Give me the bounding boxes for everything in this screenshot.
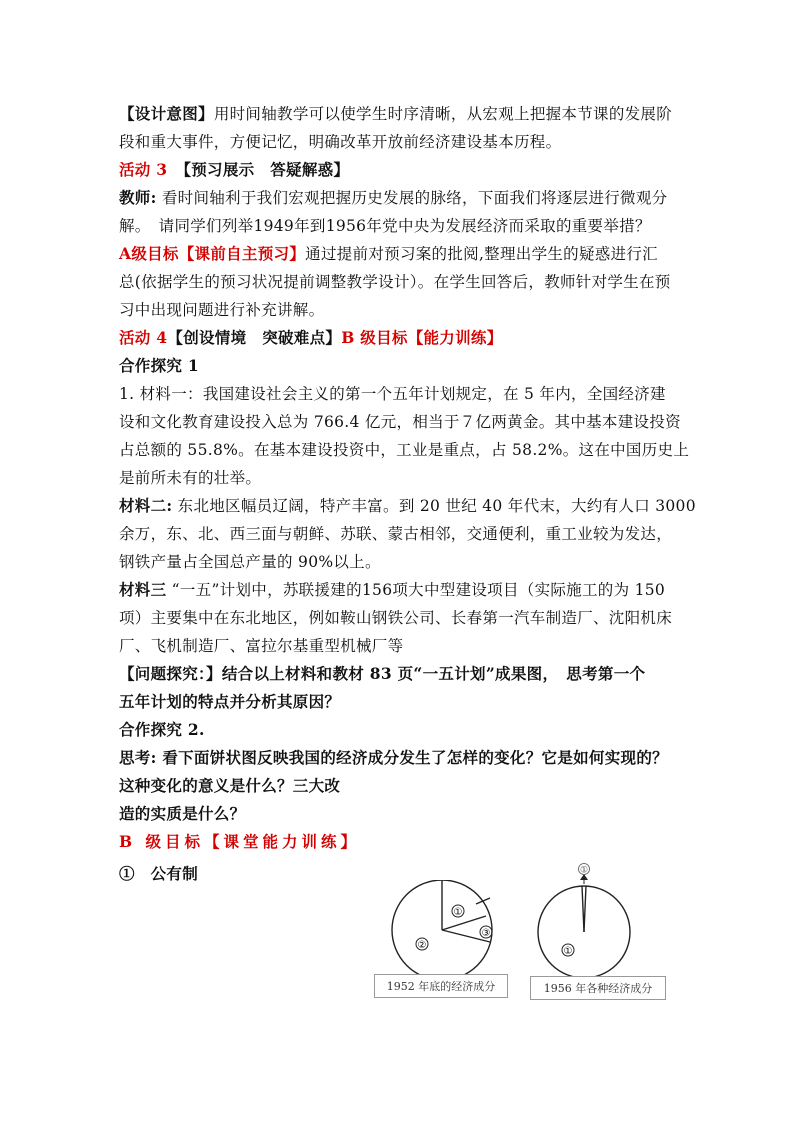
text-line: 设和文化教育建设投入总为 766.4 亿元，相当于７亿两黄金。其中基本建设投资 (119, 413, 681, 431)
text-line: 习中出现问题进行补充讲解。 (119, 301, 325, 319)
activity-4-heading: 活动 4【创设情境 突破难点】B 级目标【能力训练】 (119, 328, 503, 347)
level-b-heading: B 级目标【课堂能力训练】 (119, 832, 360, 851)
pie-1956-label-top: ① (579, 865, 589, 876)
pie-1956-label-main: ① (563, 946, 573, 957)
text-line: 材料二: 东北地区幅员辽阔，特产丰富。到 20 世纪 40 年代末，大约有人口 3000 (119, 496, 696, 515)
coop-heading-2: 合作探究 2. (119, 720, 205, 739)
pie-1952-divider (442, 916, 486, 930)
text-line: 材料三 “一五”计划中，苏联援建的156项大中型建设项目（实际施工的为 150 (119, 580, 666, 599)
think-line: 造的实质是什么？ (119, 804, 246, 823)
pie-1952-slice-edge (476, 898, 490, 904)
activity-3-heading: 活动 3 【预习展示 答疑解惑】 (119, 160, 350, 179)
question-line: 五年计划的特点并分析其原因？ (119, 692, 341, 711)
coop-heading-1: 合作探究 1 (119, 356, 199, 375)
level-a-line: A级目标【课前自主预习】通过提前对预习案的批阅,整理出学生的疑惑进行汇 (119, 244, 658, 263)
pie-chart-1956 (526, 860, 646, 980)
think-line: 这种变化的意义是什么？三大改 (119, 776, 341, 795)
think-line: 思考: 看下面饼状图反映我国的经济成分发生了怎样的变化？它是如何实现的？ (119, 748, 668, 767)
text-line: 总(依据学生的预习状况提前调整教学设计）。在学生回答后，教师针对学生在预 (119, 273, 671, 291)
pie-chart-1952 (380, 880, 520, 980)
pie-1952-label-1: ① (453, 907, 463, 918)
pie-1956-caption: 1956 年各种经济成分 (530, 976, 666, 1000)
list-item: ① 公有制 (119, 864, 199, 883)
pie-1952-label-2: ② (417, 940, 427, 951)
text-line: 教师: 看时间轴利于我们宏观把握历史发展的脉络，下面我们将逐层进行微观分 (119, 188, 668, 207)
text-line: 解。 请同学们列举1949年到1956年党中央为发展经济而采取的重要举措？ (119, 217, 651, 235)
text-line: 占总额的 55.8%。在基本建设投资中，工业是重点，占 58.2%。这在中国历史上 (119, 441, 690, 459)
text-line: 段和重大事件，方便记忆，明确改革开放前经济建设基本历程。 (119, 133, 562, 151)
text-line: 项）主要集中在东北地区，例如鞍山钢铁公司、长春第一汽车制造厂、沈阳机床 (119, 609, 673, 627)
pie-1952-label-3: ③ (481, 928, 491, 939)
text-line: 【设计意图】用时间轴教学可以使学生时序清晰，从宏观上把握本节课的发展阶 (119, 104, 673, 123)
text-line: 余万，东、北、西三面与朝鲜、苏联、蒙古相邻，交通便利，重工业较为发达， (119, 525, 673, 543)
text-line: 钢铁产量占全国总产量的 90%以上。 (119, 553, 381, 571)
text-line: 1. 材料一：我国建设社会主义的第一个五年计划规定，在 5 年内，全国经济建 (119, 385, 666, 403)
pie-1956-divider (584, 886, 586, 932)
text-line: 是前所未有的壮举。 (119, 469, 262, 487)
question-line: 【问题探究：】结合以上材料和教材 83 页“一五计划”成果图， 思考第一个 (119, 664, 646, 683)
text-line: 厂、飞机制造厂、富拉尔基重型机械厂等 (119, 637, 404, 655)
pie-1952-caption: 1952 年底的经济成分 (374, 974, 508, 998)
